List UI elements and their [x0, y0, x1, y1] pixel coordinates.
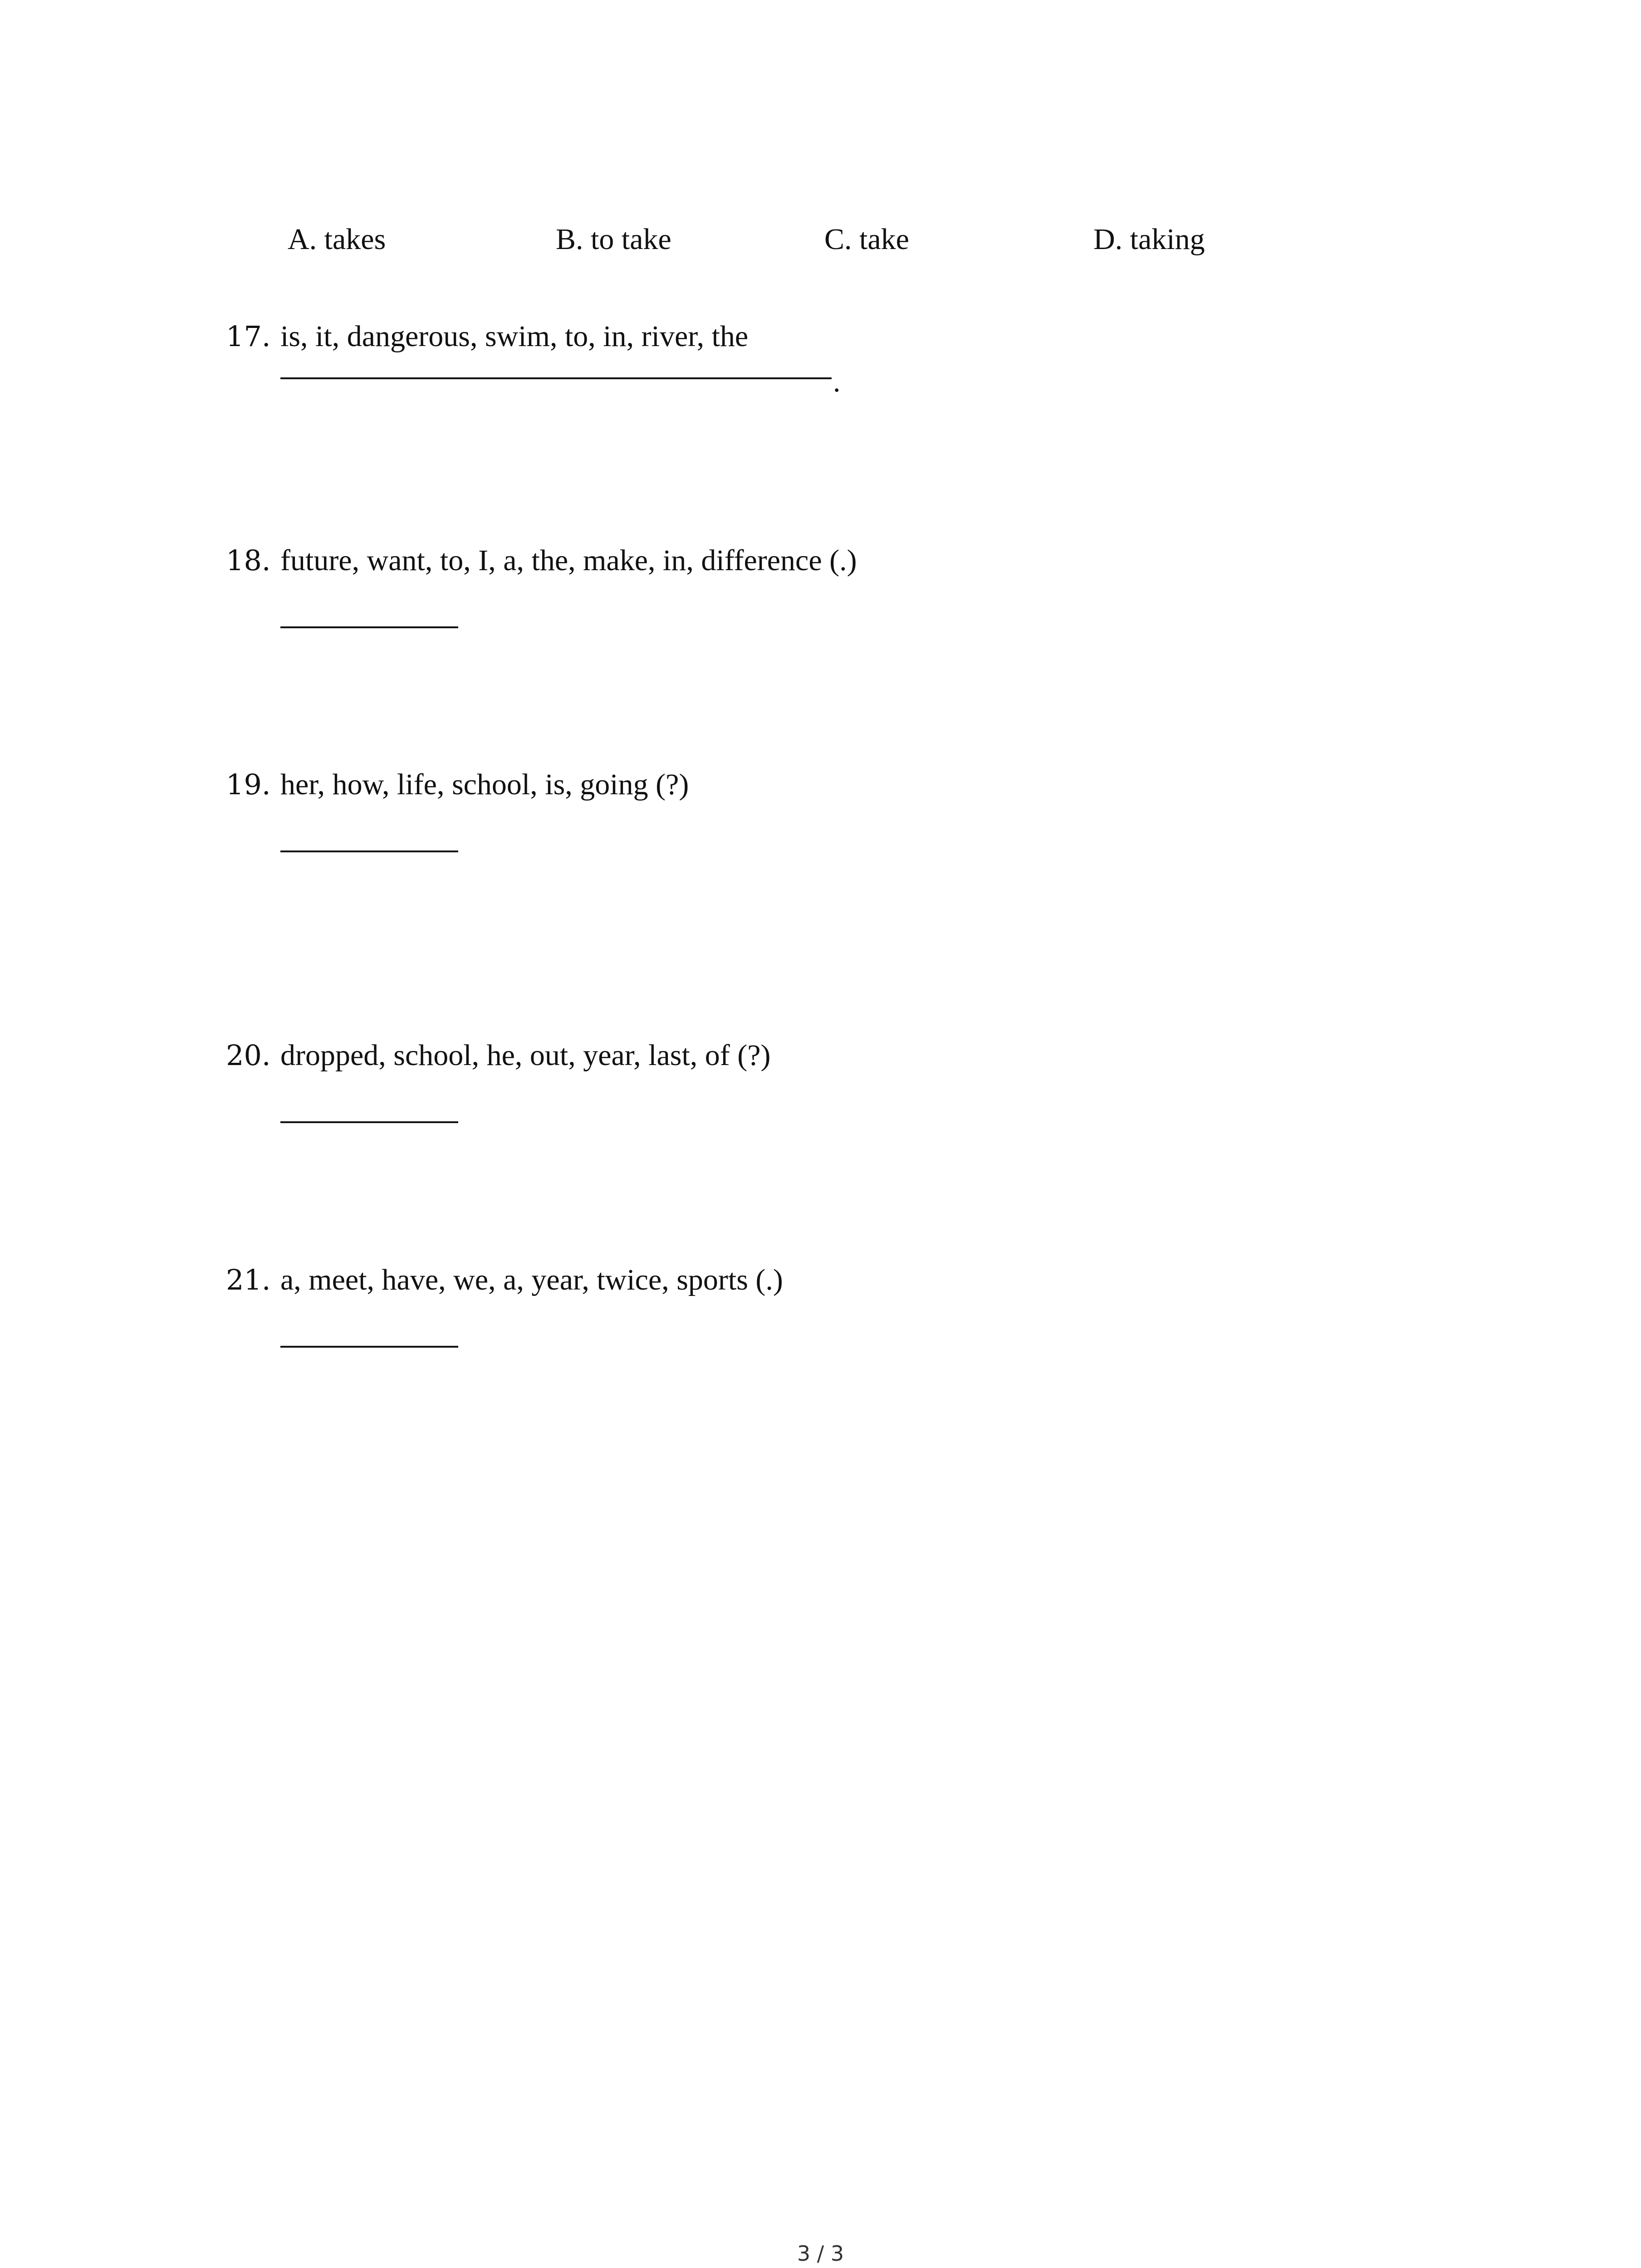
question-18 [226, 538, 1542, 583]
answer-blank[interactable] [280, 1121, 458, 1123]
question-words: a, meet, have, we, a, year, twice, sports (.) [280, 1263, 783, 1296]
option-d: D. taking [1093, 223, 1205, 256]
sentence-period: . [833, 365, 841, 398]
question-19 [226, 762, 1542, 807]
answer-blank[interactable] [280, 1346, 458, 1348]
question-words: dropped, school, he, out, year, last, of (?) [280, 1039, 771, 1072]
option-c: C. take [824, 223, 909, 256]
question-words: future, want, to, I, a, the, make, in, difference (.) [280, 544, 857, 577]
question-number: 18. [226, 544, 271, 577]
answer-blank[interactable] [280, 626, 458, 628]
question-words: her, how, life, school, is, going (?) [280, 768, 689, 801]
question-number: 21. [226, 1263, 271, 1296]
answer-blank[interactable] [280, 850, 458, 852]
answer-options-row [0, 217, 1641, 262]
option-a: A. takes [288, 223, 386, 256]
question-21 [226, 1257, 1542, 1303]
question-20 [226, 1033, 1542, 1078]
question-words: is, it, dangerous, swim, to, in, river, the [280, 320, 749, 353]
answer-blank[interactable] [280, 377, 832, 379]
question-number: 19. [226, 768, 271, 801]
option-b: B. to take [556, 223, 671, 256]
question-number: 17. [226, 320, 271, 353]
page-number: 3 / 3 [797, 2241, 844, 2266]
question-number: 20. [226, 1039, 271, 1072]
question-17 [226, 314, 1542, 398]
